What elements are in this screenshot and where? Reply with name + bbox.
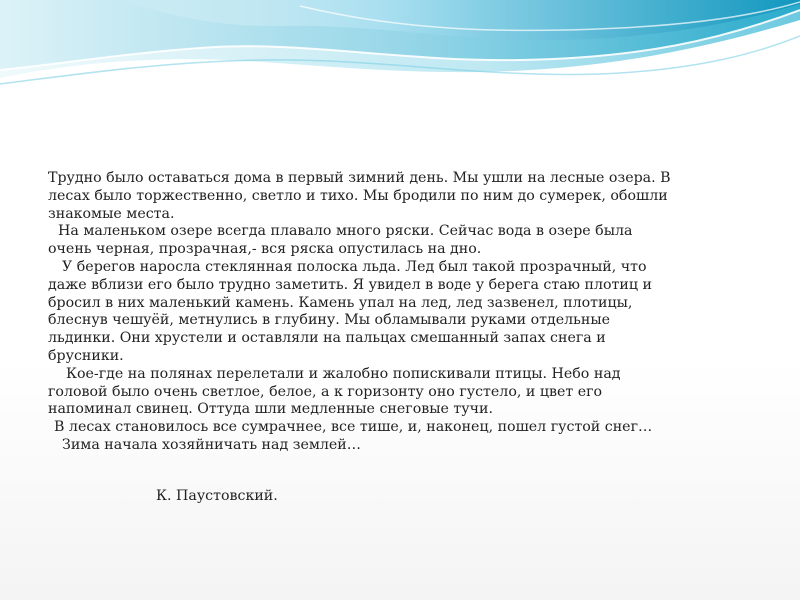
paragraph-line: напоминал свинец. Оттуда шли медленные снеговые тучи. — [48, 401, 493, 418]
author-signature: К. Паустовский. — [156, 488, 278, 504]
paragraph-1 — [48, 170, 748, 223]
paragraph-5 — [48, 419, 748, 437]
wave-decoration — [0, 0, 800, 100]
paragraph-4 — [48, 366, 748, 419]
paragraph-line: льдинки. Они хрустели и оставляли на пальцах смешанный запах снега и — [48, 330, 606, 347]
paragraph-line: бросил в них маленький камень. Камень упал на лед, лед зазвенел, плотицы, — [48, 294, 633, 311]
paragraph-2 — [48, 223, 748, 259]
paragraph-line: головой было очень светлое, белое, а к горизонту оно густело, и цвет его — [48, 383, 603, 400]
paragraph-line: Зима начала хозяйничать над землей… — [62, 436, 361, 453]
paragraph-3 — [48, 259, 748, 366]
paragraph-line: Трудно было оставаться дома в первый зимний день. Мы ушли на лесные озера. В — [48, 170, 671, 186]
paragraph-line: У берегов наросла стеклянная полоска льда. Лед был такой прозрачный, что — [62, 258, 647, 275]
paragraph-line: Кое-где на полянах перелетали и жалобно попискивали птицы. Небо над — [66, 365, 621, 382]
paragraph-line: даже вблизи его было трудно заметить. Я увидел в воде у берега стаю плотиц и — [48, 276, 652, 293]
paragraph-line: знакомые места. — [48, 205, 175, 222]
story-text — [48, 170, 748, 455]
paragraph-line: очень черная, прозрачная,- вся ряска опустилась на дно. — [48, 241, 482, 258]
paragraph-line: В лесах становилось все сумрачнее, все тише, и, наконец, пошел густой снег… — [54, 419, 653, 436]
paragraph-6 — [48, 437, 748, 455]
paragraph-line: На маленьком озере всегда плавало много ряски. Сейчас вода в озере была — [58, 223, 633, 240]
paragraph-line: блеснув чешуёй, метнулись в глубину. Мы обламывали руками отдельные — [48, 312, 611, 329]
paragraph-line: брусники. — [48, 347, 124, 364]
paragraph-line: лесах было торжественно, светло и тихо. Мы бродили по ним до сумерек, обошли — [48, 187, 668, 204]
